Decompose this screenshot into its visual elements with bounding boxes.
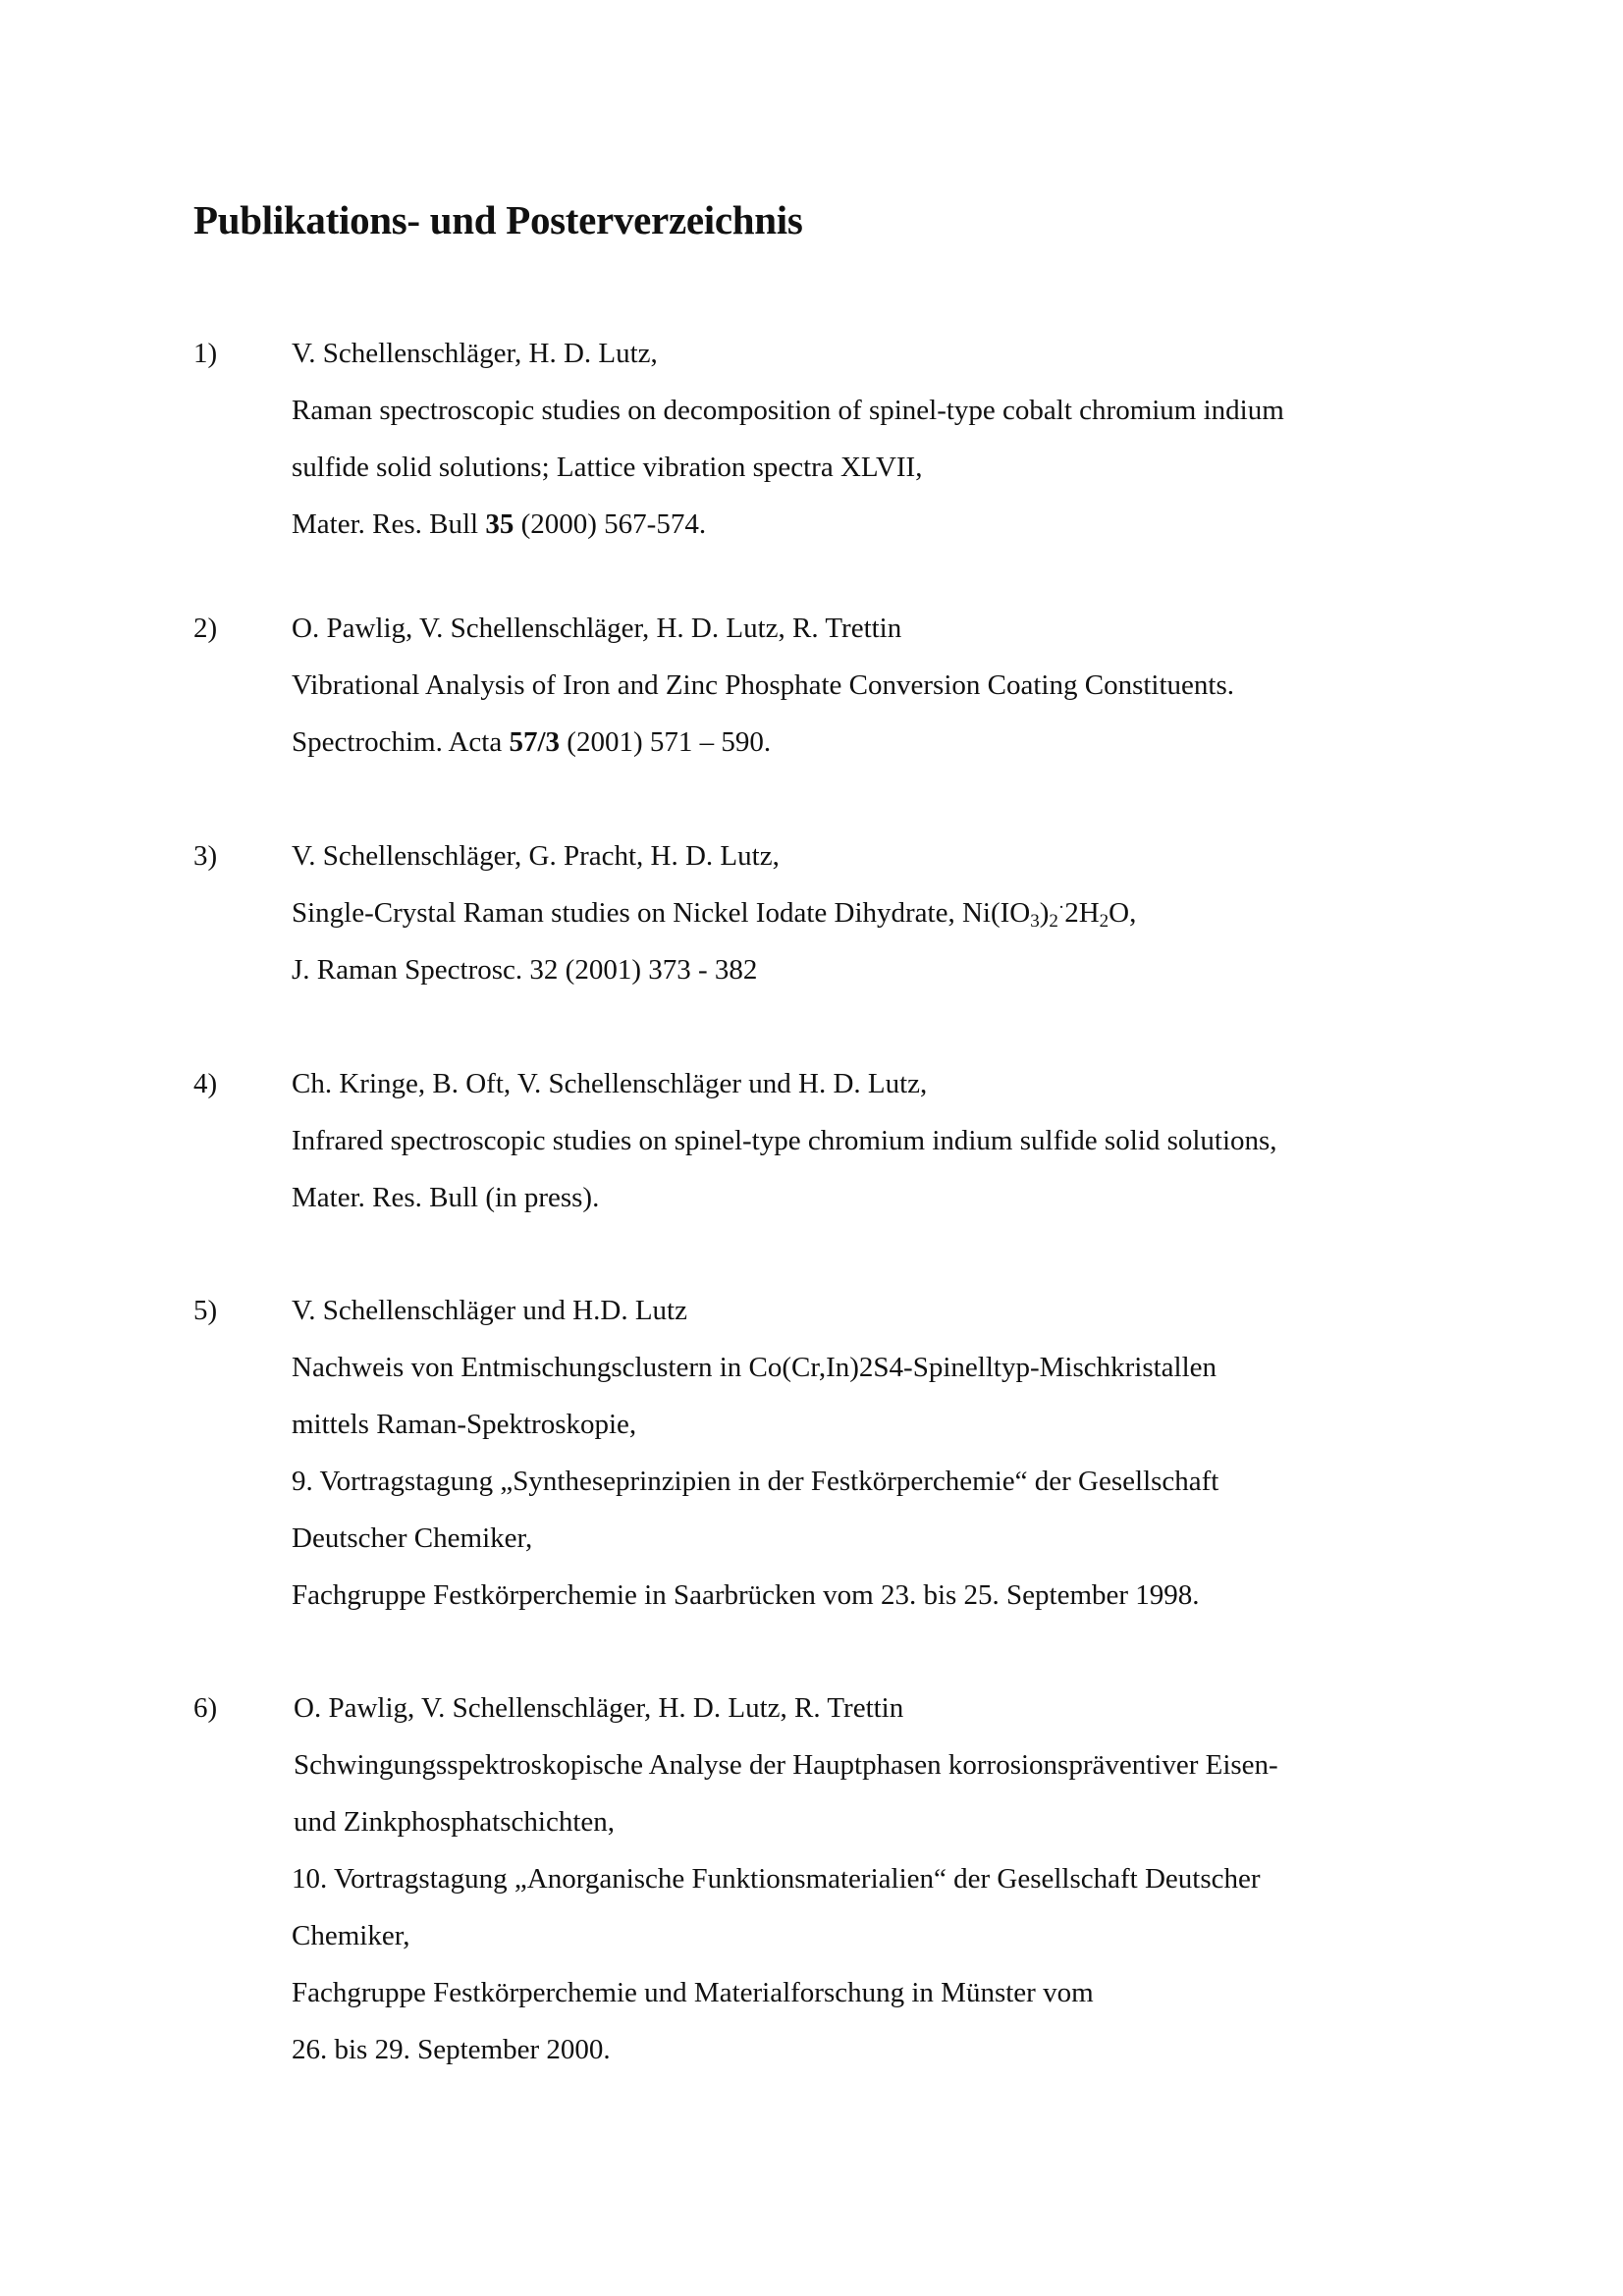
entry-authors: O. Pawlig, V. Schellenschläger, H. D. Lutz, R. Trettin [294,1692,904,1724]
entry-authors: O. Pawlig, V. Schellenschläger, H. D. Lutz, R. Trettin [292,613,902,644]
entry-citation: J. Raman Spectrosc. 32 (2001) 373 - 382 [292,954,758,986]
entry-title-line: Raman spectroscopic studies on decomposition of spinel-type cobalt chromium indium [292,395,1284,426]
citation-volume: 57/3 [509,726,561,758]
entry-number: 6) [193,1692,218,1724]
entry-content [292,1282,1470,1624]
entry-title-line [292,884,1470,941]
entry-content [292,325,1470,553]
entry-line: 9. Vortragstagung „Syntheseprinzipien in der Festkörperchemie“ der Gesellschaft [292,1466,1219,1497]
citation-details: (2001) 571 – 590. [560,726,772,758]
entry-number: 2) [193,613,218,644]
title-text: O, [1109,897,1137,929]
middle-dot: · [1057,897,1065,918]
entry-line: Chemiker, [292,1920,410,1951]
entry-citation [292,714,1470,771]
entry-line: 10. Vortragstagung „Anorganische Funktionsmaterialien“ der Gesellschaft Deutscher [292,1863,1261,1895]
entry-content [292,1680,1470,2078]
subscript: 3 [1030,911,1040,932]
entry-line: Fachgruppe Festkörperchemie in Saarbrücken vom 23. bis 25. September 1998. [292,1579,1200,1611]
title-text: Single-Crystal Raman studies on Nickel Iodate Dihydrate, Ni(IO [292,897,1031,929]
entry-line: Deutscher Chemiker, [292,1522,533,1554]
entry-citation: Mater. Res. Bull (in press). [292,1182,600,1213]
entry-citation [292,496,1470,553]
entry-title-line: Vibrational Analysis of Iron and Zinc Phosphate Conversion Coating Constituents. [292,669,1234,701]
title-text: ) [1039,897,1050,929]
entry-authors: V. Schellenschläger, G. Pracht, H. D. Lutz, [292,840,780,872]
title-text: 2H [1064,897,1100,929]
entry-title-line: sulfide solid solutions; Lattice vibration spectra XLVII, [292,452,923,483]
entry-number: 5) [193,1295,218,1326]
entry-authors: Ch. Kringe, B. Oft, V. Schellenschläger und H. D. Lutz, [292,1068,928,1099]
subscript: 2 [1099,911,1109,932]
entry-content [292,828,1470,998]
entry-number: 4) [193,1068,218,1099]
entry-line: 26. bis 29. September 2000. [292,2034,611,2065]
entry-number: 3) [193,840,218,872]
entry-authors: V. Schellenschläger und H.D. Lutz [292,1295,687,1326]
entry-title-line: Infrared spectroscopic studies on spinel-type chromium indium sulfide solid solutions, [292,1125,1277,1156]
entry-line: Schwingungsspektroskopische Analyse der Hauptphasen korrosionspräventiver Eisen- [294,1749,1278,1781]
entry-content [292,1055,1470,1226]
entry-line: Fachgruppe Festkörperchemie und Materialforschung in Münster vom [292,1977,1094,2008]
entry-line: mittels Raman-Spektroskopie, [292,1409,637,1440]
citation-journal: Mater. Res. Bull [292,508,486,540]
entry-line: Nachweis von Entmischungsclustern in Co(Cr,In)2S4-Spinelltyp-Mischkristallen [292,1352,1217,1383]
citation-volume: 35 [485,508,514,540]
page-title: Publikations- und Posterverzeichnis [193,197,803,242]
entry-content [292,600,1470,771]
entry-line: und Zinkphosphatschichten, [294,1806,616,1838]
citation-journal: Spectrochim. Acta [292,726,510,758]
citation-details: (2000) 567-574. [514,508,707,540]
entry-number: 1) [193,338,218,369]
subscript: 2 [1049,911,1058,932]
entry-authors: V. Schellenschläger, H. D. Lutz, [292,338,658,369]
